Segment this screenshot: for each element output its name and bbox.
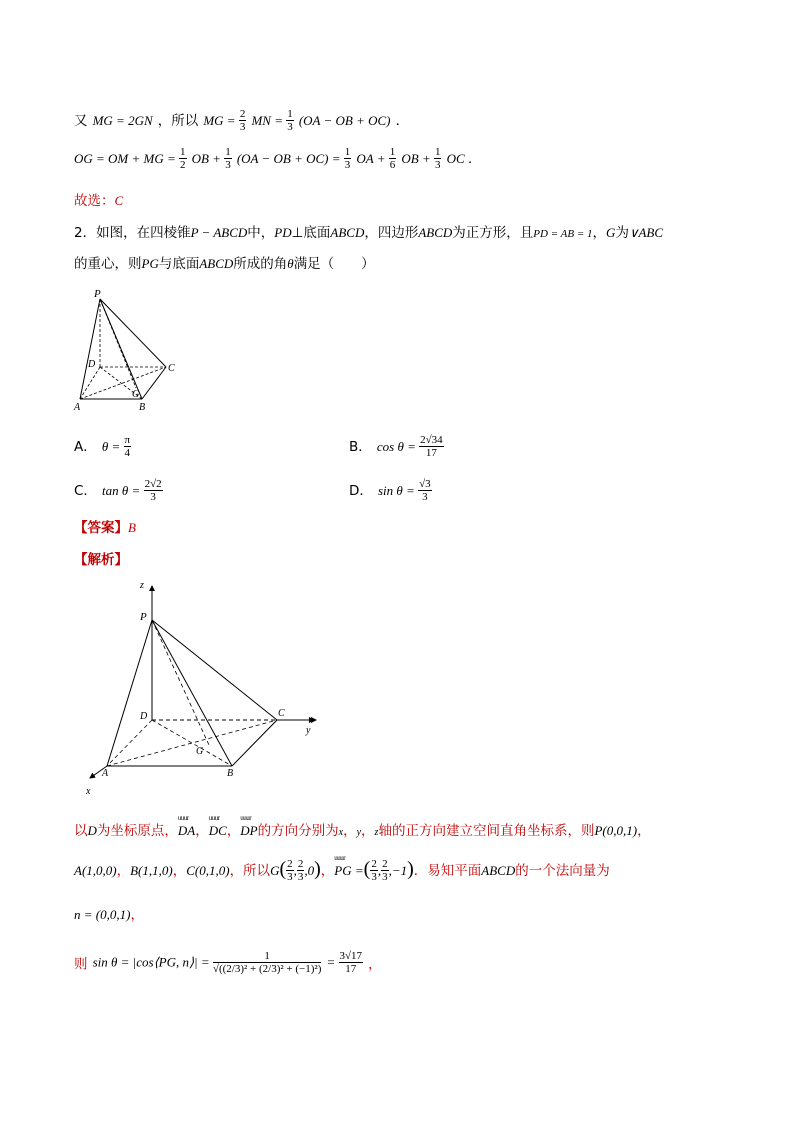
text: 又 <box>74 113 88 129</box>
numerator: 1 <box>180 146 186 158</box>
text: ⊥底面 <box>291 225 331 241</box>
denominator: 3 <box>344 159 351 171</box>
math: θ = <box>101 439 124 454</box>
denominator: 3 <box>287 121 293 133</box>
denominator: 3 <box>297 871 304 883</box>
numerator: 3√17 <box>339 950 363 962</box>
text: ， <box>172 863 187 879</box>
text: 如图，在四棱锥 <box>96 225 191 241</box>
denominator: 3 <box>287 871 293 883</box>
fraction <box>286 858 294 883</box>
vector-DA: uuur DA <box>178 823 195 839</box>
label-G: G <box>132 389 140 400</box>
pyramid-figure <box>70 285 190 415</box>
text: 以 <box>74 823 88 839</box>
fraction <box>179 146 187 171</box>
math: ABCD <box>481 863 516 878</box>
fraction <box>381 858 389 883</box>
denominator: 3 <box>225 159 231 171</box>
text: ， <box>361 823 375 839</box>
math: P − ABCD <box>190 225 248 240</box>
option-letter: B． <box>349 439 372 455</box>
choose-label: 故选： <box>74 193 115 209</box>
label-C: C <box>168 363 175 374</box>
math: D <box>87 823 97 838</box>
denominator: √((2/3)² + (2/3)² + (−1)²) <box>212 963 322 975</box>
denominator: 3 <box>382 871 388 883</box>
label-A: A <box>74 402 81 413</box>
text: 所成的角 <box>233 256 288 272</box>
math: = <box>326 954 339 970</box>
label-C: C <box>278 708 285 719</box>
numerator: 1 <box>287 108 293 120</box>
math: MG = <box>203 113 239 128</box>
math: OB + <box>191 151 225 166</box>
math: cos θ = <box>376 439 420 454</box>
text: 的方向分别为 <box>257 823 339 839</box>
fraction <box>370 858 378 883</box>
text: 则 <box>74 956 88 973</box>
math: ∨ABC <box>628 225 664 240</box>
text: ．易知平面 <box>413 863 482 879</box>
math: P(0,0,1) <box>594 823 638 838</box>
option-letter: C． <box>74 483 97 499</box>
fraction <box>339 950 364 975</box>
question-line-2 <box>74 252 375 272</box>
text: ， <box>592 225 607 241</box>
math: PD = AB = 1 <box>533 228 593 240</box>
pyramid-solid-edges <box>80 299 166 399</box>
fraction <box>144 478 163 503</box>
text: 为 <box>615 225 629 241</box>
fraction <box>239 108 247 133</box>
text: 中， <box>247 225 275 241</box>
text: ， <box>368 956 382 973</box>
question-number: 2． <box>74 225 97 241</box>
numerator: π <box>124 434 131 446</box>
text: ， <box>195 823 209 839</box>
option-letter: D． <box>349 483 373 499</box>
text: 为正方形，且 <box>452 225 534 241</box>
numerator: √3 <box>419 478 431 490</box>
numerator: 2 <box>297 858 304 870</box>
option-c <box>74 478 163 503</box>
numerator: 1 <box>225 146 231 158</box>
analysis-label: 【解析】 <box>74 552 128 568</box>
label-D: D <box>140 711 148 722</box>
option-letter: A． <box>74 439 97 455</box>
numerator: 2 <box>371 858 377 870</box>
fraction <box>389 146 397 171</box>
text: 为坐标原点， <box>96 823 178 839</box>
analysis-line <box>74 548 128 568</box>
answer-line <box>74 516 136 536</box>
denominator: 6 <box>389 159 396 171</box>
fraction <box>124 434 132 459</box>
denominator: 17 <box>345 963 357 975</box>
denominator: 3 <box>371 871 377 883</box>
text: 与底面 <box>158 256 200 272</box>
fraction <box>213 950 321 975</box>
numerator: 2 <box>382 858 388 870</box>
text: 的重心，则 <box>74 256 142 272</box>
denominator: 3 <box>239 121 246 133</box>
vector-DP: uuur DP <box>240 823 257 839</box>
vector-PG: uuur PG = <box>334 863 363 879</box>
choose-line <box>74 189 123 209</box>
fraction <box>344 146 352 171</box>
math: tan θ = <box>102 483 144 498</box>
numerator: 1 <box>213 950 321 963</box>
text: 轴的正方向建立空间直角坐标系，则 <box>378 823 595 839</box>
numerator: 2 <box>239 108 246 120</box>
denominator: 4 <box>124 447 131 459</box>
numerator: 2√2 <box>144 478 162 490</box>
fraction <box>419 434 444 459</box>
math: MN = <box>251 113 287 128</box>
text: ， <box>637 823 651 839</box>
label-z: z <box>140 580 144 591</box>
math: ABCD <box>330 225 365 240</box>
text: ， <box>343 823 357 839</box>
label-x: x <box>86 786 91 797</box>
math: OA + <box>356 151 389 166</box>
derivation-line-2 <box>74 146 481 171</box>
option-d <box>349 478 432 503</box>
fraction <box>224 146 232 171</box>
text: ，四边形 <box>364 225 419 241</box>
solution-line-1 <box>74 819 651 839</box>
numerator: 1 <box>344 146 351 158</box>
question-line-1 <box>74 221 663 241</box>
denominator: 2 <box>180 159 186 171</box>
math: C(0,1,0) <box>186 863 230 878</box>
label-A: A <box>102 768 109 779</box>
denominator: 17 <box>425 447 437 459</box>
coordinate-pyramid-solid-edges <box>107 620 277 766</box>
fraction <box>418 478 432 503</box>
math: A(1,0,0) <box>74 863 117 878</box>
text: ， <box>130 907 144 923</box>
math: OB + <box>401 151 434 166</box>
math: (OA − OB + OC) <box>298 113 391 128</box>
math: sin θ = |cos⟨PG, n⟩| = <box>92 954 213 970</box>
label-G: G <box>196 746 204 757</box>
denominator: 3 <box>422 491 428 503</box>
numerator: 1 <box>434 146 441 158</box>
text: 满足（ ） <box>293 256 375 272</box>
numerator: 2√34 <box>420 434 443 446</box>
vector-DC: uuur DC <box>209 823 227 839</box>
option-b <box>349 434 444 459</box>
denominator: 3 <box>434 159 441 171</box>
math: OG = OM + MG = <box>74 151 180 166</box>
text: ，所以 <box>157 113 199 129</box>
label-y: y <box>306 725 311 736</box>
math: PG <box>141 256 159 271</box>
solution-line-2: A(1,0,0)，B(1,1,0)，C(0,1,0)，所以G( $\frac{2}{3}$ , $\frac{2}{3}$ ,0)，uuur PG =( $\frac{2}{3}$ , $\frac{2}{3}$ ,−1)．易知平面ABCD的一个法向量为 <box>74 858 610 883</box>
text: 的一个法向量为 <box>515 863 610 879</box>
solution-line-3 <box>74 903 144 923</box>
label-B: B <box>227 768 234 779</box>
math: x <box>338 827 344 838</box>
text: ． <box>395 113 410 129</box>
numerator: 2 <box>287 858 293 870</box>
label-D: D <box>88 359 96 370</box>
denominator: 3 <box>150 491 156 503</box>
math: B(1,1,0) <box>130 863 173 878</box>
math: z <box>374 827 379 838</box>
math: ABCD <box>199 256 234 271</box>
label-B: B <box>139 402 146 413</box>
label-P: P <box>94 288 101 300</box>
label-P: P <box>140 611 147 623</box>
math: ABCD <box>418 225 453 240</box>
option-a <box>74 434 131 459</box>
math: G <box>606 225 616 240</box>
math: sin θ = <box>378 483 419 498</box>
math: (OA − OB + OC) = <box>236 151 344 166</box>
choose-value: C <box>114 193 124 208</box>
fraction <box>434 146 442 171</box>
coordinate-pyramid-figure <box>84 578 324 798</box>
math: ,0 <box>304 863 315 878</box>
text: ， <box>320 863 335 879</box>
math: ,−1 <box>388 863 408 878</box>
answer-label: 【答案】 <box>74 520 128 536</box>
text: ，所以 <box>229 863 271 879</box>
vector-condition: MG = 2GN <box>92 113 153 128</box>
math: θ <box>287 256 294 271</box>
derivation-line-1 <box>74 108 409 133</box>
math: G <box>270 863 280 878</box>
math: y <box>356 827 362 838</box>
answer-value: B <box>128 520 136 535</box>
solution-line-4 <box>74 950 382 975</box>
fraction <box>286 108 294 133</box>
normal-vector: n = (0,0,1) <box>74 907 131 922</box>
math: OC ． <box>446 151 481 166</box>
numerator: 1 <box>389 146 396 158</box>
text: ， <box>226 823 241 839</box>
math: PD <box>274 225 292 240</box>
text: ， <box>116 863 131 879</box>
